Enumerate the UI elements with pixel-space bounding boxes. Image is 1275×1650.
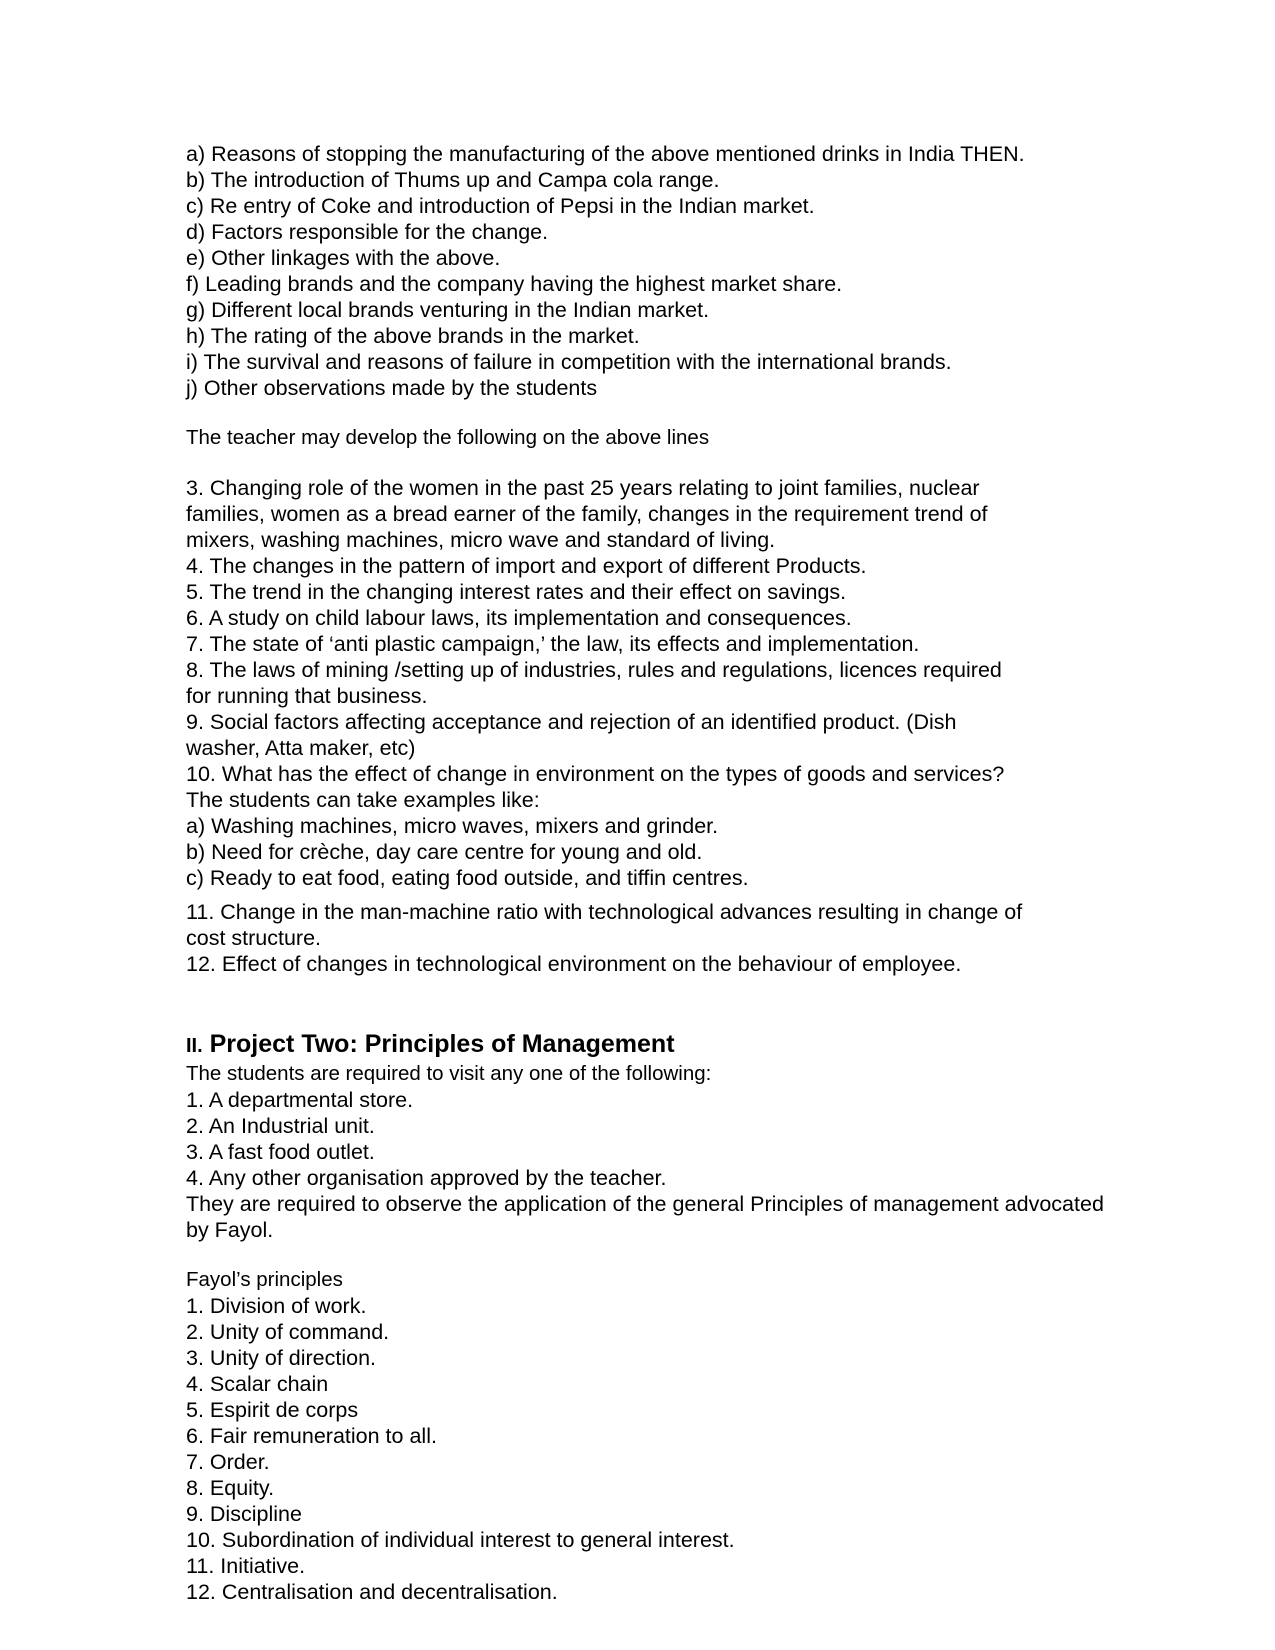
list-item: a) Washing machines, micro waves, mixers and grinder.	[186, 814, 719, 838]
list-item: 3. Unity of direction.	[186, 1346, 377, 1370]
list-item: 2. Unity of command.	[186, 1320, 390, 1344]
list-item: 11. Initiative.	[186, 1554, 306, 1578]
observe-text-line: by Fayol.	[186, 1218, 274, 1242]
list-item: h) The rating of the above brands in the market.	[186, 324, 640, 348]
list-item: j) Other observations made by the students	[186, 376, 598, 400]
list-item: 5. The trend in the changing interest rates and their effect on savings.	[186, 580, 847, 604]
principles-heading: Fayol’s principles	[186, 1268, 343, 1291]
list-item: i) The survival and reasons of failure in competition with the international brands.	[186, 350, 952, 374]
list-item: washer, Atta maker, etc)	[186, 736, 416, 760]
list-item: b) Need for crèche, day care centre for young and old.	[186, 840, 703, 864]
list-item: cost structure.	[186, 926, 322, 950]
visit-list	[186, 1087, 1146, 1191]
list-item: g) Different local brands venturing in the Indian market.	[186, 298, 710, 322]
list-item: 6. A study on child labour laws, its implementation and consequences.	[186, 606, 852, 630]
list-a	[186, 141, 1146, 401]
list-item: 3. A fast food outlet.	[186, 1140, 375, 1164]
list-item: 12. Effect of changes in technological environment on the behaviour of employee.	[186, 952, 962, 976]
list-item: 7. Order.	[186, 1450, 270, 1474]
list-item: c) Re entry of Coke and introduction of Pepsi in the Indian market.	[186, 194, 815, 218]
list-item: b) The introduction of Thums up and Campa cola range.	[186, 168, 720, 192]
list-item: f) Leading brands and the company having the highest market share.	[186, 272, 843, 296]
topic-list	[186, 475, 1146, 891]
list-item: 4. The changes in the pattern of import and export of different Products.	[186, 554, 867, 578]
list-item: families, women as a bread earner of the family, changes in the requirement trend of	[186, 502, 988, 526]
list-item: c) Ready to eat food, eating food outside, and tiffin centres.	[186, 866, 749, 890]
list-item: 8. The laws of mining /setting up of industries, rules and regulations, licences required	[186, 658, 1002, 682]
list-item: 3. Changing role of the women in the past 25 years relating to joint families, nuclear	[186, 476, 980, 500]
section-intro: The students are required to visit any one of the following:	[186, 1062, 712, 1085]
list-item: The students can take examples like:	[186, 788, 540, 812]
list-item: for running that business.	[186, 684, 428, 708]
list-item: 6. Fair remuneration to all.	[186, 1424, 437, 1448]
page-content	[186, 141, 1146, 1605]
list-item: 2. An Industrial unit.	[186, 1114, 375, 1138]
list-item: 5. Espirit de corps	[186, 1398, 359, 1422]
list-item: 1. Division of work.	[186, 1294, 367, 1318]
list-item: 9. Discipline	[186, 1502, 302, 1526]
list-item: 7. The state of ‘anti plastic campaign,’ the law, its effects and implementation.	[186, 632, 920, 656]
teacher-note: The teacher may develop the following on the above lines	[186, 426, 710, 449]
principles-list	[186, 1293, 1146, 1605]
list-item: 1. A departmental store.	[186, 1088, 414, 1112]
list-item: mixers, washing machines, micro wave and standard of living.	[186, 528, 776, 552]
section-number: II.	[186, 1035, 203, 1057]
list-item: 10. What has the effect of change in environment on the types of goods and services?	[186, 762, 1005, 786]
topic-list-continued	[186, 899, 1146, 977]
list-item: a) Reasons of stopping the manufacturing of the above mentioned drinks in India THEN.	[186, 142, 1025, 166]
list-item: d) Factors responsible for the change.	[186, 220, 549, 244]
list-item: 10. Subordination of individual interest to general interest.	[186, 1528, 735, 1552]
list-item: e) Other linkages with the above.	[186, 246, 501, 270]
list-item: 9. Social factors affecting acceptance and rejection of an identified product. (Dish	[186, 710, 957, 734]
observe-text-line: They are required to observe the application of the general Principles of management advocated	[186, 1192, 1104, 1216]
list-item: 4. Any other organisation approved by the teacher.	[186, 1166, 667, 1190]
section-title: Project Two: Principles of Management	[209, 1030, 675, 1058]
list-item: 8. Equity.	[186, 1476, 275, 1500]
list-item: 4. Scalar chain	[186, 1372, 329, 1396]
list-item: 11. Change in the man-machine ratio with technological advances resulting in change of	[186, 900, 1023, 924]
section-heading	[186, 1029, 1146, 1061]
list-item: 12. Centralisation and decentralisation.	[186, 1580, 558, 1604]
